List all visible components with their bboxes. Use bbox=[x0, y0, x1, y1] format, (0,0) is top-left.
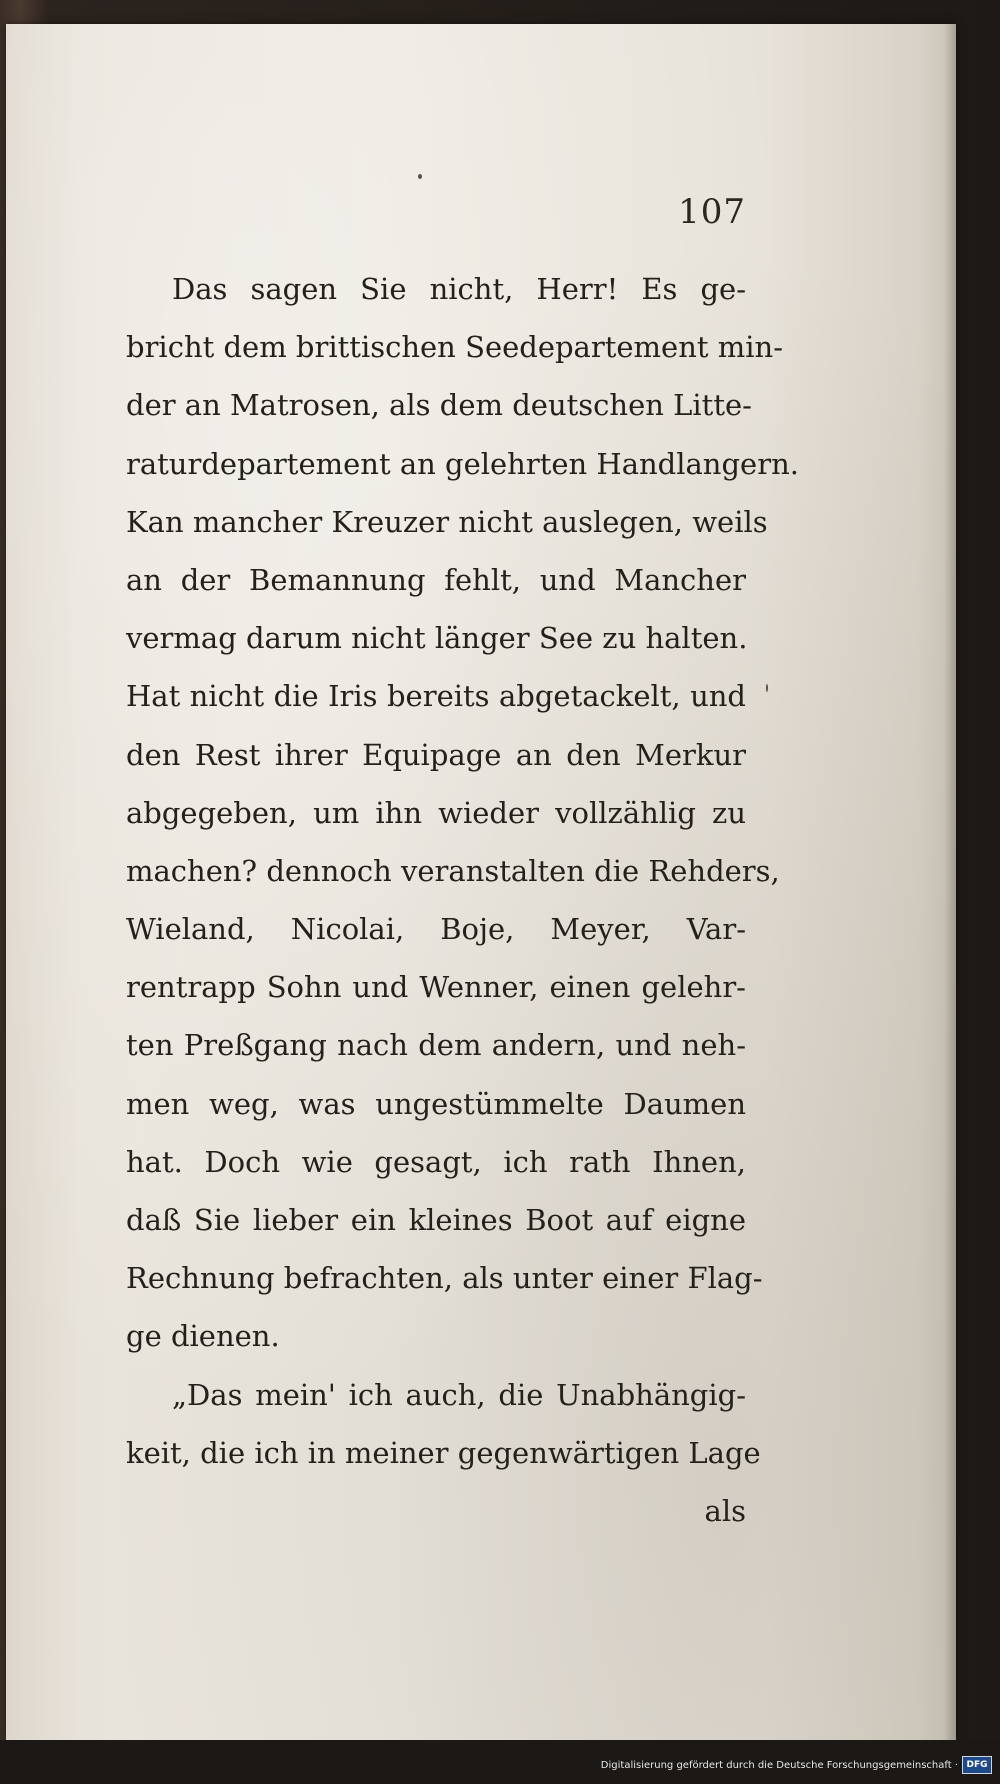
text-line: Hat nicht die Iris bereits abgetackelt, und bbox=[126, 679, 746, 714]
text-line: daß Sie lieber ein kleines Boot auf eigne bbox=[126, 1203, 746, 1237]
text-line: Wieland, Nicolai, Boje, Meyer, Var- bbox=[126, 912, 746, 947]
catchword: als bbox=[704, 1493, 746, 1528]
funding-credit: Digitalisierung gefördert durch die Deutsche Forschungsgemeinschaft · bbox=[600, 1760, 958, 1771]
text-line: Kan mancher Kreuzer nicht auslegen, weils bbox=[126, 504, 768, 539]
ink-speck bbox=[418, 174, 422, 179]
text-line: vermag darum nicht länger See zu halten. bbox=[126, 621, 748, 656]
text-line: „Das mein' ich auch, die Unabhängig- bbox=[172, 1377, 746, 1412]
text-line: den Rest ihrer Equipage an den Merkur bbox=[126, 737, 746, 772]
text-line: ge dienen. bbox=[126, 1319, 280, 1354]
text-line: rentrapp Sohn und Wenner, einen gelehr- bbox=[126, 970, 746, 1005]
text-line: machen? dennoch veranstalten die Rehders, bbox=[126, 853, 780, 888]
text-line: keit, die ich in meiner gegenwärtigen Lage bbox=[126, 1435, 761, 1470]
body-text bbox=[126, 260, 799, 1540]
ink-speck bbox=[766, 684, 768, 692]
text-line: Rechnung befrachten, als unter einer Flag- bbox=[126, 1261, 763, 1296]
text-line: der an Matrosen, als dem deutschen Litte- bbox=[126, 388, 752, 423]
page-number: 107 bbox=[678, 192, 746, 232]
text-line: Das sagen Sie nicht, Herr! Es ge- bbox=[172, 272, 746, 306]
text-line: hat. Doch wie gesagt, ich rath Ihnen, bbox=[126, 1144, 746, 1179]
page-edge-shadow bbox=[944, 24, 956, 1740]
footer-bar bbox=[0, 1740, 1000, 1784]
dfg-logo: DFG bbox=[962, 1756, 992, 1774]
text-line: bricht dem brittischen Seedepartement min- bbox=[126, 330, 783, 365]
text-line: an der Bemannung fehlt, und Mancher bbox=[126, 562, 746, 597]
text-line: raturdepartement an gelehrten Handlangern. bbox=[126, 446, 799, 481]
text-line: men weg, was ungestümmelte Daumen bbox=[126, 1086, 746, 1121]
text-line: abgegeben, um ihn wieder vollzählig zu bbox=[126, 795, 746, 830]
book-page bbox=[6, 24, 956, 1740]
text-line: ten Preßgang nach dem andern, und neh- bbox=[126, 1028, 746, 1063]
